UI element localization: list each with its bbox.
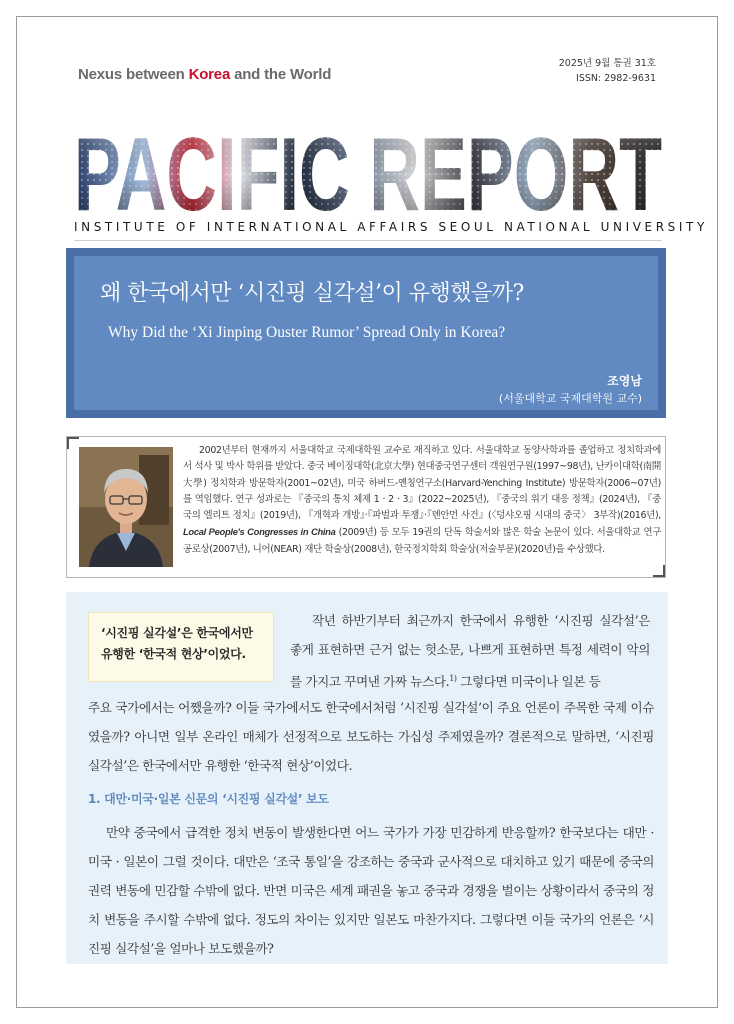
bio-text-part1: 2002년부터 현재까지 서울대학교 국제대학원 교수로 재직하고 있다. 서울대학교 동양사학과를 졸업하고 정치학과에서 석사 및 박사 학위를 받았다. 중국 베이징대학(北京大學) 현대중국연구센터 객원연구원(1997~98년), 난카이대학(南開大學) 정치학과 방문학자(2001~02년), 미국 하버드-옌칭연구소(Harvard-Yenching Institute) 방문학자(2006~07년)를 역임했다. 연구 성과로는 『중국의 통치 체제 1 · 2 · 3』(2022~2025년), 『중국의 위기 대응 정책』(2024년), 『중국의 엘리트 정치』(2019년), 『개혁과 개방』·『파벌과 투쟁』·『톈안먼 사건』(〈덩샤오핑 시대의 중국〉 3부작)(2016년),: [183, 445, 661, 522]
issue-info: [559, 56, 656, 86]
title-banner: [66, 248, 666, 418]
author-affiliation: (서울대학교 국제대학원 교수): [498, 392, 642, 405]
author-portrait: [79, 447, 173, 567]
pacific-report-logo: [74, 124, 662, 216]
author-name: 조영남: [607, 374, 642, 388]
paragraph-2: 만약 중국에서 급격한 정치 변동이 발생한다면 어느 국가가 가장 민감하게 반응할까? 한국보다는 대만 · 미국 · 일본이 그럴 것이다. 대만은 ‘조국 통일’을 강조하는 중국과 군사적으로 대치하고 있기 때문에 중국의 권력 변동에 민감할 수밖에 없다. 반면 미국은 세계 패권을 놓고 중국과 경쟁을 벌이는 상황이라서 중국의 정치 변동을 주시할 수밖에 없다. 정도의 차이는 있지만 일본도 마찬가지다. 그렇다면 이들 국가의 언론은 ‘시진핑 실각설’을 얼마나 보도했을까?: [88, 825, 654, 956]
section-1-heading: 1. 대만·미국·일본 신문의 ‘시진핑 실각설’ 보도: [88, 792, 329, 806]
issn: ISSN: 2982-9631: [576, 73, 656, 84]
article-title-korean: 왜 한국에서만 ‘시진핑 실각설’이 유행했을까?: [100, 281, 524, 306]
tagline-pre: Nexus between: [78, 66, 189, 83]
tagline-korea: Korea: [188, 66, 231, 83]
title-banner-inner: [74, 256, 658, 410]
issue-number: 2025년 9월 통권 31호: [558, 58, 656, 69]
author-bio-text: [183, 443, 661, 558]
paragraph-1-text: 작년 하반기부터 최근까지 한국에서 유행한 ‘시진핑 실각설’은 좋게 표현하면 근거 없는 헛소문, 나쁘게 표현하면 특정 세력이 악의를 가지고 꾸며낸 가짜 뉴스다.: [290, 613, 650, 690]
paragraph-1-top: [290, 606, 650, 696]
institute-name: INSTITUTE OF INTERNATIONAL AFFAIRS SEOUL NATIONAL UNIVERSITY: [74, 220, 708, 234]
bio-book-title: Local People's Congresses in China: [183, 526, 336, 538]
footnote-1-marker[interactable]: 1): [449, 674, 457, 683]
header-divider: [74, 240, 662, 241]
svg-text:PACIFIC REPORT: PACIFIC REPORT: [74, 124, 662, 216]
tagline-post: and the World: [230, 66, 332, 83]
paragraph-1-bottom: 주요 국가에서는 어쨌을까? 이들 국가에서도 한국에서처럼 ‘시진핑 실각설’이 주요 언론이 주목한 국제 이슈였을까? 아니면 일부 온라인 매체가 선정적으로 보도하는 가십성 주제였을까? 결론적으로 말하면, ‘시진핑 실각설’은 한국에서만 유행한 ‘한국적 현상’이었다.: [88, 700, 654, 773]
pull-quote: ‘시진핑 실각설’은 한국에서만 유행한 ‘한국적 현상’이었다.: [88, 612, 274, 682]
logo-text: PACIFIC REPORT: [74, 124, 662, 216]
paragraph-1-text-end: 그렇다면 미국이나 일본 등: [456, 674, 601, 690]
tagline: [78, 66, 331, 83]
bio-text-part2: (2009년) 등 모두 19권의 단독 학술서와 많은 학술 논문이 있다. 서울대학교 연구공로상(2007년), 니어(NEAR) 재단 학술상(2008년), 한국정치학회 학술상(저술부문)(2020년)을 수상했다.: [183, 527, 661, 555]
article-body: [66, 592, 668, 964]
svg-text:PACIFIC REPORT: PACIFIC REPORT: [74, 124, 662, 216]
author-bio-box: [66, 436, 666, 578]
article-title-english: Why Did the ‘Xi Jinping Ouster Rumor’ Spread Only in Korea?: [108, 324, 506, 341]
